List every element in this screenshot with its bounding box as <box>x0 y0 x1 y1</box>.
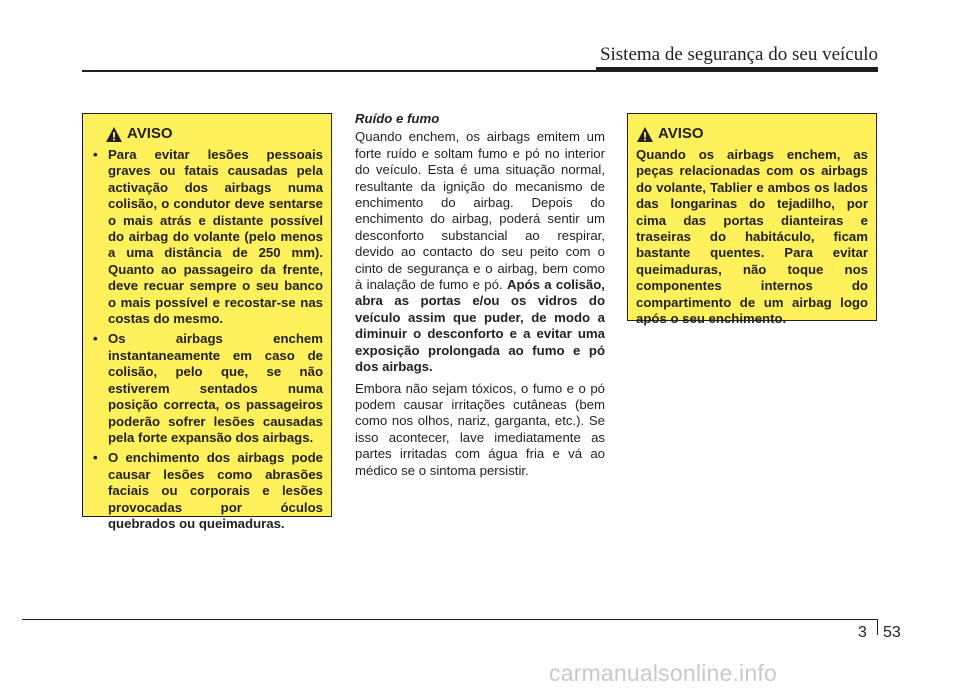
warning-triangle-icon <box>636 126 654 143</box>
footer-rule <box>22 619 878 620</box>
right-warning-box <box>627 113 877 327</box>
header-rule-accent <box>596 67 878 72</box>
paragraph-text: Quando enchem, os airbags emitem um forte ruído e soltam fumo e pó no interior do veículo. Esta é uma situação normal, resultante da ignição do mecanismo de enchimento do airbag. Depois do enchimento do airbag, poderá sentir um desconforto substancial ao respirar, devido ao contacto do seu peito com o cinto de segurança e o airbag, bem como à inalação de fumo e pó. <box>355 129 605 293</box>
left-warning-list <box>91 147 323 532</box>
warning-item: • Os airbags enchem instantaneamente em caso de colisão, pelo que, se não estiverem sentados numa posição correcta, os passageiros poderão sofrer lesões causadas pela forte expansão dos airbags. <box>91 331 323 446</box>
paragraph-irritation: Embora não sejam tóxicos, o fumo e o pó podem causar irritações cutâneas (bem como nos olhos, nariz, garganta, etc.). Se isso acontecer, lave imediatamente as partes irritadas com água fria e vá ao médico se o sintoma persistir. <box>355 380 605 478</box>
warning-item: • O enchimento dos airbags pode causar lesões como abrasões faciais ou corporais e lesões provocadas por óculos quebrados ou queimaduras. <box>91 450 323 532</box>
right-warning-text: Quando os airbags enchem, as peças relacionadas com os airbags do volante, Tablier e ambos os lados das longarinas do tejadilho, por cima das portas dianteiras e traseiras do habitáculo, ficam bastante quentes. Para evitar queimaduras, não toque nos componentes internos do compartimento de um airbag logo após o seu enchimento. <box>636 147 868 327</box>
page-number: 53 <box>883 624 901 641</box>
warning-triangle-icon <box>105 126 123 143</box>
left-warning-title: AVISO <box>127 124 173 142</box>
center-column <box>355 111 605 484</box>
left-warning-header <box>91 123 323 145</box>
watermark: carmanualsonline.info <box>549 660 777 686</box>
right-warning-title: AVISO <box>658 124 704 142</box>
header-title: Sistema de segurança do seu veículo <box>599 44 878 65</box>
right-warning-header <box>636 123 868 145</box>
chapter-number: 3 <box>858 624 867 641</box>
footer-divider <box>877 619 878 635</box>
paragraph-bold-text: Após a colisão, abra as portas e/ou os vidros do veículo assim que puder, de modo a diminuir o desconforto e a evitar uma exposição prolongada ao fumo e pó dos airbags. <box>355 277 605 375</box>
warning-item: • Para evitar lesões pessoais graves ou fatais causadas pela activação dos airbags numa colisão, o condutor deve sentarse o mais atrás e distante possível do airbag do volante (pelo menos a uma distância de 250 mm). Quanto ao passageiro da frente, deve recuar sempre o seu banco o mais possível e recostar-se nas costas do mesmo. <box>91 147 323 327</box>
left-warning-box <box>82 113 332 531</box>
section-subheading: Ruído e fumo <box>355 111 440 126</box>
paragraph-noise-smoke <box>355 129 605 375</box>
